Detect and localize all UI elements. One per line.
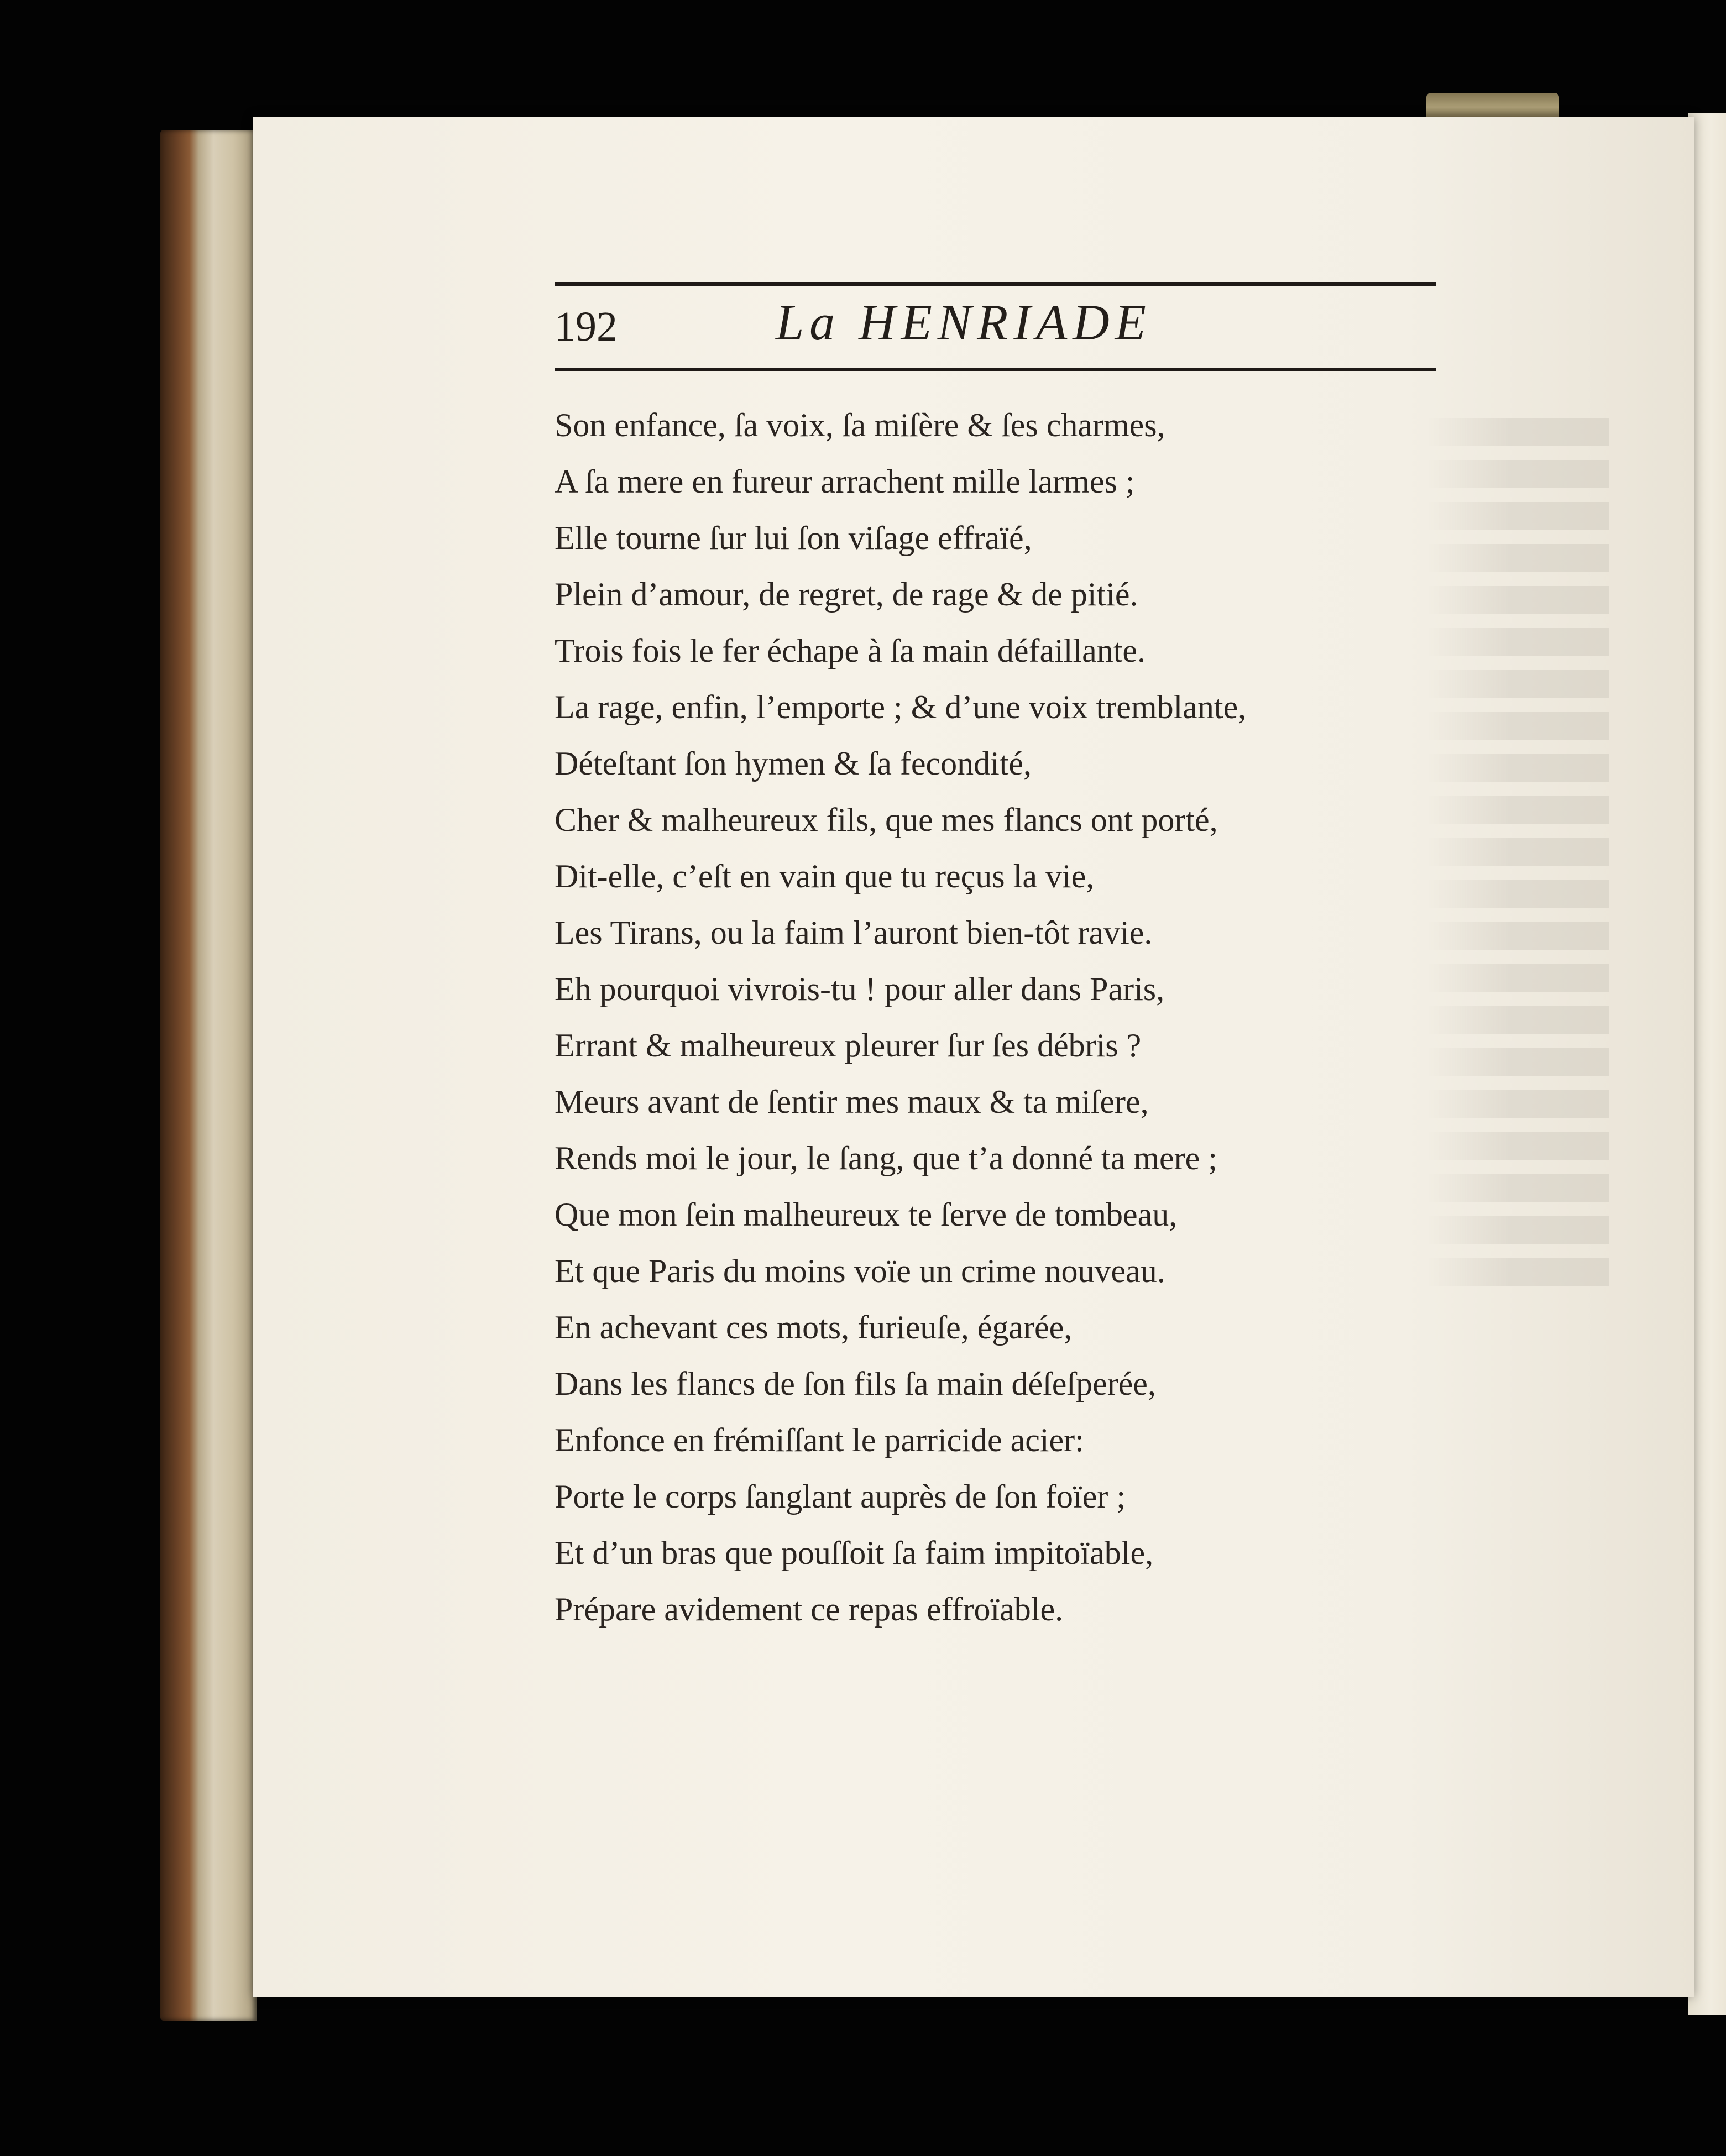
verse-line: Et d’un bras que pouſſoit ſa faim impitoïable, xyxy=(555,1535,1154,1571)
verse-line: Son enfance, ſa voix, ſa miſère & ſes charmes, xyxy=(555,407,1165,443)
verse-line: Déteſtant ſon hymen & ſa fecondité, xyxy=(555,745,1032,782)
verse-line: Les Tirans, ou la faim l’auront bien-tôt ravie. xyxy=(555,914,1153,951)
verse-line: Meurs avant de ſentir mes maux & ta miſere, xyxy=(555,1084,1149,1120)
header-rule-top xyxy=(555,282,1436,286)
verse-block xyxy=(555,397,1494,1637)
verse-line: Rends moi le jour, le ſang, que t’a donné ta mere ; xyxy=(555,1140,1217,1176)
verse-line: Trois fois le fer échape à ſa main défaillante. xyxy=(555,632,1146,669)
page-number: 192 xyxy=(555,303,618,350)
header-rule-bottom xyxy=(555,368,1436,371)
verse-line: Que mon ſein malheureux te ſerve de tombeau, xyxy=(555,1196,1178,1233)
verse-line: A ſa mere en fureur arrachent mille larmes ; xyxy=(555,463,1135,500)
verse-line: Porte le corps ſanglant auprès de ſon foïer ; xyxy=(555,1478,1126,1515)
book-page-edges xyxy=(160,130,257,2021)
verse-line: Plein d’amour, de regret, de rage & de pitié. xyxy=(555,576,1138,613)
running-title: La HENRIADE xyxy=(776,294,1152,350)
verse-line: Prépare avidement ce repas effroïable. xyxy=(555,1591,1064,1628)
verse-line: Eh pourquoi vivrois-tu ! pour aller dans Paris, xyxy=(555,971,1165,1007)
facing-page-edge xyxy=(1688,113,1726,2015)
verse-line: En achevant ces mots, furieuſe, égarée, xyxy=(555,1309,1073,1346)
verse-line: Dans les flancs de ſon fils ſa main déſeſperée, xyxy=(555,1365,1156,1402)
verse-line: Cher & malheureux fils, que mes flancs ont porté, xyxy=(555,802,1218,838)
verse-line: Elle tourne ſur lui ſon viſage effraïé, xyxy=(555,520,1032,556)
running-header xyxy=(555,293,1436,359)
verse-line: Errant & malheureux pleurer ſur ſes débris ? xyxy=(555,1027,1142,1064)
verse-line: Enfonce en frémiſſant le parricide acier: xyxy=(555,1422,1084,1458)
verse-line: Dit-elle, c’eſt en vain que tu reçus la vie, xyxy=(555,858,1095,894)
verse-line: Et que Paris du moins voïe un crime nouveau. xyxy=(555,1253,1165,1289)
verse-line: La rage, enfin, l’emporte ; & d’une voix tremblante, xyxy=(555,689,1247,725)
